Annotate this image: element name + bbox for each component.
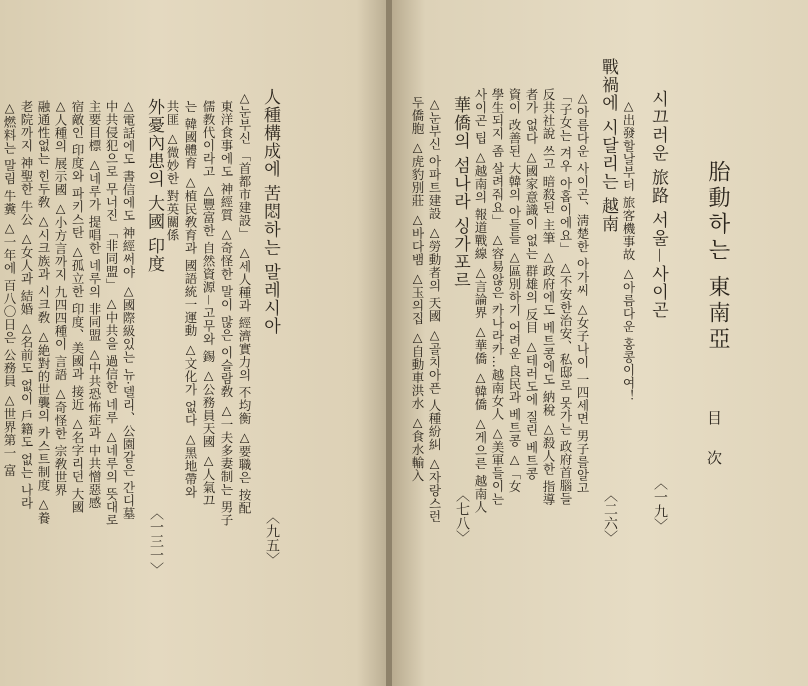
- item-line: 共匪 △微妙한 對英關係: [165, 100, 180, 242]
- item-line: △人種의 展示國 △小方言까지 九四四種이 言語 △奇怪한 宗敎世界: [53, 98, 68, 497]
- section-page-india: 〈一三一〉: [148, 506, 164, 576]
- item-line: 老院까지 神聖한 牛公 △女人과 結婚 △名前도 없이 戶籍도 없는 나라: [19, 100, 34, 510]
- item-line: △눈부신 아파트建設 △勞動者의 天國 △골치아픈 人種紛糾 △자랑스런: [427, 96, 442, 523]
- item-line: △눈부신 「首都市建設」 △세人種과 經濟實力의 不均衡 △要職은 按配: [237, 90, 252, 515]
- item-line: 儒教代이라고 △豐富한 自然資源－고무와 錫 △公務員天國 △人氣끄: [201, 100, 216, 507]
- book-title: 胎動하는 東南亞: [705, 160, 730, 353]
- item-line: 東洋食事에도 神經質 △奇怪한 말이 많은 이슬람敎 △一夫多妻制는 男子: [219, 100, 234, 527]
- item-line: 學生되지 좀 살려줘요」 △容易않은 카나라카…越南女人 △美軍들이는: [490, 88, 505, 506]
- item-line: 두僑胞 △虎豹別莊 △바다뱀 △玉의집 △自動車洪水 △食水輸入: [410, 96, 425, 482]
- toc-label: 目 次: [705, 410, 723, 475]
- item-line: △電話에도 書信에도 神經써야 △國際級있는 뉴·델리、公園같은 간디墓: [121, 98, 136, 520]
- section-title-vietnam: 戰禍에 시달리는 越南: [598, 58, 618, 233]
- section-title-india: 外憂內患의 大國 印度: [144, 98, 164, 273]
- item-line: 는 韓國體育 △植民敎育과 國語統一運動 △文化가 없다 △黑地帶와: [183, 100, 198, 499]
- section-page-vietnam: 〈二六〉: [602, 488, 618, 544]
- item-line: 資이 改善된 大韓의 아들들 △區別하기 어려운 良民과 베트콩 △「女: [507, 88, 522, 493]
- item-line: △燃料는 말림 牛糞 △一年에 百八〇日은 公務員 △世界第一 富: [2, 100, 17, 477]
- right-page: [392, 0, 808, 686]
- section-page-malaysia: 〈九五〉: [264, 510, 280, 566]
- section-title-seoul-saigon: 시끄러운 旅路 서울－사이곤: [648, 90, 668, 319]
- item-line: 融通性없는 힌두敎 △시크族과 시크敎 △絶對的世襲의 카스트制度 △養: [36, 100, 51, 525]
- section-page-singapore: 〈七八〉: [454, 488, 470, 544]
- item-line: △出發할날부터 旅客機事故 △아름다운 홍콩이여！: [621, 98, 636, 403]
- section-title-malaysia: 人種構成에 苦悶하는 말레시아: [260, 88, 280, 335]
- item-line: △아름다운 사이곤、淸楚한 아가씨 △女子나이 一四세면 男子를알고: [575, 90, 590, 495]
- item-line: 中共侵犯으로 무너진 「非同盟」 △中共을 過信한 네루 △네루의 뜻대로: [104, 100, 119, 527]
- item-line: 宿敵인 印度와 파키스탄 △孤立한 印度、美國과 接近 △名字리던 大國: [70, 100, 85, 514]
- section-page-seoul-saigon: 〈一九〉: [652, 476, 668, 532]
- item-line: 反共社說 쓰고 暗殺된 主筆 △政府에도 베트콩에도 納稅 △殺人한 指導: [541, 88, 556, 506]
- item-line: 「子女는 겨우 아홉이에요」 △不安한治安、私邸로 못가는 政府首腦들: [558, 90, 573, 505]
- left-page: [0, 0, 388, 686]
- item-line: 主要目標 △네루가 提唱한 네루의 非同盟 △中共恐怖症과 中共憎惡感: [87, 100, 102, 509]
- item-line: 사이곤 팁 △越南의 報道戰線 △言論界 △華僑 △韓僑 △게으른 越南人: [473, 88, 488, 514]
- item-line: 者가 없다 △國家意識이 없는 群雄의 反目 △테러도에 질린 베트콩: [524, 88, 539, 480]
- section-title-singapore: 華僑의 섬나라 싱가포르: [450, 96, 470, 289]
